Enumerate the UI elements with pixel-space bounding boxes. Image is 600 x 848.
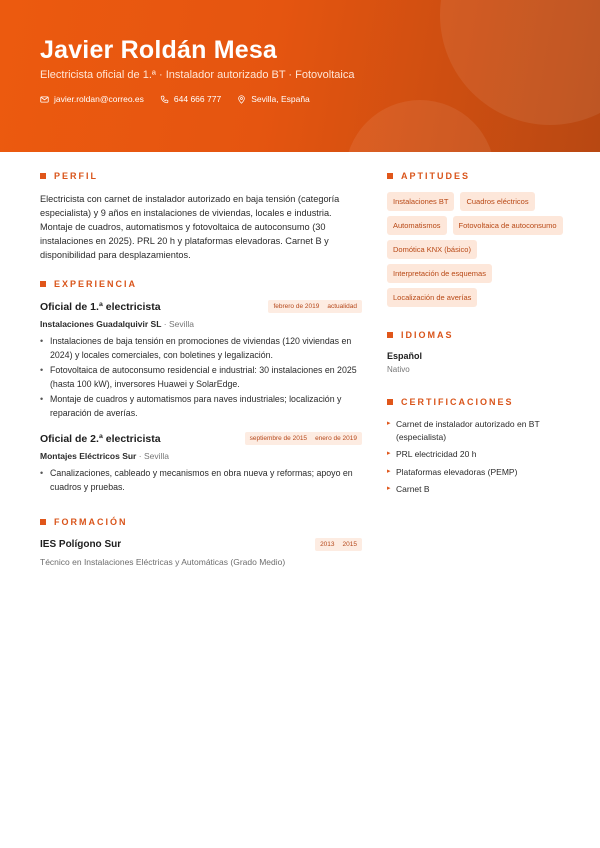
list-item: • Fotovoltaica de autoconsumo residencial e industrial: 30 instalaciones en 2025 (hasta 100 kW), inversores Huawei y SolarEdge. bbox=[40, 364, 362, 391]
date-end: 2015 bbox=[342, 541, 357, 548]
section-marker-icon bbox=[387, 173, 393, 179]
job-location: Sevilla bbox=[169, 319, 195, 329]
skill-chip: Automatismos bbox=[387, 216, 447, 235]
date-start: febrero de 2019 bbox=[273, 303, 320, 310]
section-title-education: FORMACIÓN bbox=[40, 516, 362, 528]
decorative-circle bbox=[345, 100, 495, 152]
contact-bar bbox=[40, 94, 310, 104]
section-title-profile: PERFIL bbox=[40, 170, 362, 182]
decorative-circle bbox=[440, 0, 600, 125]
list-item: • Instalaciones de baja tensión en promociones de viviendas (120 viviendas en 2024) y locales comerciales, con boletines y legalización. bbox=[40, 335, 362, 362]
job-bullets bbox=[40, 335, 362, 420]
language-name: Español bbox=[387, 351, 423, 361]
contact-phone[interactable] bbox=[160, 94, 221, 104]
job-bullets bbox=[40, 467, 362, 494]
section-marker-icon bbox=[40, 519, 46, 525]
profile-summary: Electricista con carnet de instalador autorizado en baja tensión (categoría especialista) y 9 años en instalaciones de viviendas, locales e industria. Montaje de cuadros, automatismos y fotovoltaica de autoconsumo (30 instalaciones en 2025). PRL 20 h y plataformas elevadoras. Carnet B y disponibilidad para desplazamientos. bbox=[40, 194, 340, 260]
side-column bbox=[387, 170, 567, 501]
date-end: actualidad bbox=[327, 303, 357, 310]
skill-chip: Cuadros eléctricos bbox=[460, 192, 534, 211]
date-start: septiembre de 2015 bbox=[249, 435, 308, 442]
section-title-skills: APTITUDES bbox=[387, 170, 567, 182]
experience-item bbox=[40, 300, 362, 420]
contact-email-text: javier.roldan@correo.es bbox=[54, 94, 144, 104]
resume-header bbox=[0, 0, 600, 152]
contact-phone-text: 644 666 777 bbox=[173, 94, 222, 104]
section-title-certifications: CERTIFICACIONES bbox=[387, 396, 567, 408]
list-item: • Canalizaciones, cableado y mecanismos en obra nueva y reformas; apoyo en cuadros y pruebas. bbox=[40, 467, 362, 494]
contact-location bbox=[237, 94, 310, 104]
job-title: Oficial de 1.ª electricista bbox=[40, 300, 161, 313]
mail-icon bbox=[40, 95, 49, 104]
language-level: Nativo bbox=[387, 365, 410, 374]
list-item: ▸ Carnet B bbox=[387, 483, 567, 496]
skills-list bbox=[387, 192, 567, 307]
date-badge bbox=[268, 300, 362, 313]
skill-chip: Domótica KNX (básico) bbox=[387, 240, 477, 259]
education-item bbox=[40, 538, 362, 567]
job-title: Oficial de 2.ª electricista bbox=[40, 432, 161, 445]
list-item: ▸ Plataformas elevadoras (PEMP) bbox=[387, 466, 567, 479]
job-location: Sevilla bbox=[143, 451, 170, 461]
job-company: Instalaciones Guadalquivir SL · Sevilla bbox=[40, 319, 195, 329]
section-title-experience: EXPERIENCIA bbox=[40, 278, 362, 290]
certifications-list bbox=[387, 418, 567, 496]
main-column bbox=[40, 170, 362, 567]
list-item: • Montaje de cuadros y automatismos para naves industriales; localización y reparación de averías. bbox=[40, 393, 362, 420]
date-badge bbox=[315, 538, 362, 551]
date-start: 2013 bbox=[320, 541, 335, 548]
candidate-name: Javier Roldán Mesa bbox=[40, 36, 278, 64]
location-pin-icon bbox=[237, 95, 246, 104]
skill-chip: Instalaciones BT bbox=[387, 192, 454, 211]
section-marker-icon bbox=[40, 281, 46, 287]
candidate-tagline: Electricista oficial de 1.ª · Instalador autorizado BT · Fotovoltaica bbox=[40, 69, 355, 81]
list-item: ▸ PRL electricidad 20 h bbox=[387, 448, 567, 461]
phone-icon bbox=[160, 95, 169, 104]
education-school: IES Polígono Sur bbox=[40, 539, 122, 550]
section-marker-icon bbox=[387, 332, 393, 338]
education-degree: Técnico en Instalaciones Eléctricas y Automáticas (Grado Medio) bbox=[40, 557, 286, 567]
date-badge bbox=[245, 432, 362, 445]
contact-email[interactable] bbox=[40, 94, 144, 104]
skill-chip: Fotovoltaica de autoconsumo bbox=[453, 216, 563, 235]
skill-chip: Localización de averías bbox=[387, 288, 477, 307]
section-marker-icon bbox=[40, 173, 46, 179]
list-item: ▸ Carnet de instalador autorizado en BT (especialista) bbox=[387, 418, 567, 443]
job-company: Montajes Eléctricos Sur · Sevilla bbox=[40, 451, 170, 461]
experience-item bbox=[40, 432, 362, 494]
skill-chip: Interpretación de esquemas bbox=[387, 264, 492, 283]
contact-location-text: Sevilla, España bbox=[251, 94, 310, 104]
section-marker-icon bbox=[387, 399, 393, 405]
date-end: enero de 2019 bbox=[315, 435, 357, 442]
section-title-languages: IDIOMAS bbox=[387, 329, 567, 341]
